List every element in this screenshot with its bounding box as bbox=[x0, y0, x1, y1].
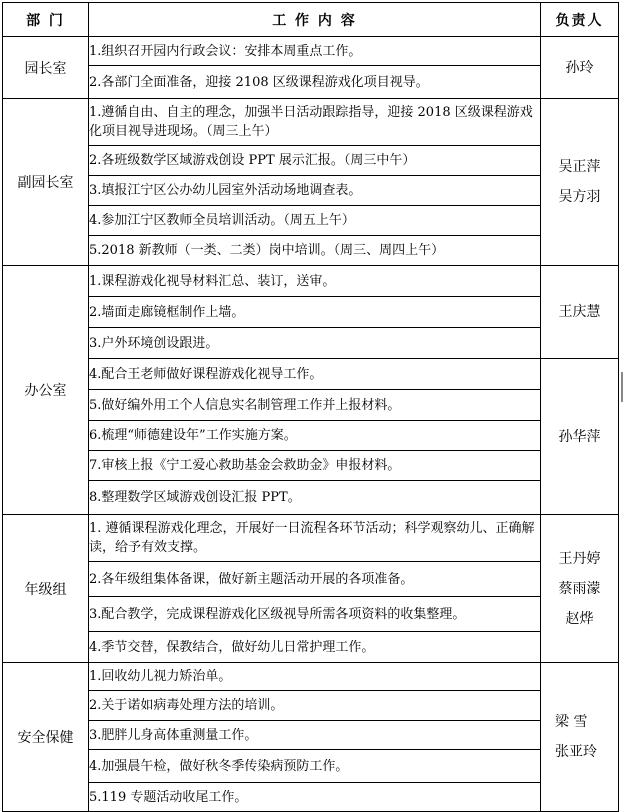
task-cell: 1.组织召开园内行政会议：安排本周重点工作。 bbox=[89, 37, 541, 66]
table-row bbox=[3, 328, 619, 359]
task-cell: 5.2018 新教师（一类、二类）岗中培训。（周三、周四上午） bbox=[89, 236, 541, 266]
table-row bbox=[3, 451, 619, 481]
owner-name: 王丹婷 bbox=[558, 550, 601, 567]
task-cell: 3.配合教学，完成课程游戏化区级视导所需各项资料的收集整理。 bbox=[89, 597, 541, 632]
table-row bbox=[3, 266, 619, 297]
table-row bbox=[3, 390, 619, 421]
owner-name: 蔡雨濛 bbox=[558, 580, 601, 597]
task-cell: 1.遵循自由、自主的理念，加强半日活动跟踪指导，迎接 2018 区级课程游戏化项目视导进现场。（周三上午） bbox=[89, 99, 541, 146]
owner-name: 吴正萍 bbox=[558, 159, 601, 175]
table-row bbox=[3, 783, 619, 812]
table-row bbox=[3, 99, 619, 146]
dept-cell: 副园长室 bbox=[3, 99, 89, 266]
owner-cell bbox=[541, 663, 619, 812]
table-row bbox=[3, 481, 619, 515]
table-row bbox=[3, 632, 619, 663]
table-row bbox=[3, 297, 619, 328]
task-cell: 1.课程游戏化视导材料汇总、装订，送审。 bbox=[89, 266, 541, 297]
table-row bbox=[3, 750, 619, 783]
task-cell: 2.各部门全面准备，迎接 2108 区级课程游戏化项目视导。 bbox=[89, 66, 541, 99]
dept-cell: 园长室 bbox=[3, 37, 89, 99]
task-cell: 3.填报江宁区公办幼儿园室外活动场地调查表。 bbox=[89, 176, 541, 206]
table-row bbox=[3, 206, 619, 236]
owner-cell bbox=[541, 515, 619, 663]
owner-name: 王庆慧 bbox=[558, 304, 601, 320]
table-row bbox=[3, 691, 619, 721]
dept-cell: 年级组 bbox=[3, 515, 89, 663]
table-row bbox=[3, 359, 619, 390]
task-cell: 7.审核上报《宁工爱心救助基金会救助金》申报材料。 bbox=[89, 451, 541, 481]
task-cell: 5.做好编外用工个人信息实名制管理工作并上报材料。 bbox=[89, 390, 541, 421]
task-cell: 2.各班级数学区域游戏创设 PPT 展示汇报。（周三中午） bbox=[89, 146, 541, 176]
owner-name: 赵烨 bbox=[565, 610, 594, 627]
table-row bbox=[3, 236, 619, 266]
work-schedule-table bbox=[2, 2, 619, 812]
table-row bbox=[3, 66, 619, 99]
owner-name: 张亚玲 bbox=[555, 744, 597, 760]
table-row bbox=[3, 176, 619, 206]
dept-cell: 安全保健 bbox=[3, 663, 89, 812]
task-cell: 2.各年级组集体备课，做好新主题活动开展的各项准备。 bbox=[89, 562, 541, 597]
task-cell: 4.参加江宁区教师全员培训活动。（周五上午） bbox=[89, 206, 541, 236]
task-cell: 3.户外环境创设跟进。 bbox=[89, 328, 541, 359]
table-row bbox=[3, 663, 619, 691]
task-cell: 4.加强晨午检，做好秋冬季传染病预防工作。 bbox=[89, 750, 541, 783]
table-row bbox=[3, 146, 619, 176]
task-cell: 1. 遵循课程游戏化理念，开展好一日流程各环节活动；科学观察幼儿、正确解读，给予有效支撑。 bbox=[89, 515, 541, 562]
task-cell: 5.119 专题活动收尾工作。 bbox=[89, 783, 541, 812]
owner-name: 孙华萍 bbox=[558, 428, 601, 445]
owner-cell bbox=[541, 99, 619, 266]
table-row bbox=[3, 562, 619, 597]
table-row bbox=[3, 721, 619, 750]
table-row bbox=[3, 37, 619, 66]
task-cell: 6.梳理“师德建设年”工作实施方案。 bbox=[89, 421, 541, 451]
task-cell: 2.墙面走廊镜框制作上墙。 bbox=[89, 297, 541, 328]
owner-cell bbox=[541, 266, 619, 359]
owner-cell bbox=[541, 37, 619, 99]
owner-cell bbox=[541, 359, 619, 515]
owner-name: 孙玲 bbox=[565, 59, 594, 76]
table-row bbox=[3, 597, 619, 632]
task-cell: 1.回收幼儿视力矫治单。 bbox=[89, 663, 541, 691]
task-cell: 4.配合王老师做好课程游戏化视导工作。 bbox=[89, 359, 541, 390]
owner-name: 吴方羽 bbox=[558, 189, 601, 205]
task-cell: 2.关于诺如病毒处理方法的培训。 bbox=[89, 691, 541, 721]
header-row bbox=[3, 3, 619, 37]
header-dept: 部 门 bbox=[3, 3, 89, 37]
owner-name: 梁 雪 bbox=[555, 714, 588, 730]
table-row bbox=[3, 421, 619, 451]
table-row bbox=[3, 515, 619, 562]
dept-cell: 办公室 bbox=[3, 266, 89, 515]
task-cell: 4.季节交替，保教结合，做好幼儿日常护理工作。 bbox=[89, 632, 541, 663]
task-cell: 8.整理数学区域游戏创设汇报 PPT。 bbox=[89, 481, 541, 515]
header-content: 工 作 内 容 bbox=[89, 3, 541, 37]
task-cell: 3.肥胖儿身高体重测量工作。 bbox=[89, 721, 541, 750]
header-owner: 负责人 bbox=[541, 3, 619, 37]
scroll-handle[interactable] bbox=[621, 372, 623, 402]
